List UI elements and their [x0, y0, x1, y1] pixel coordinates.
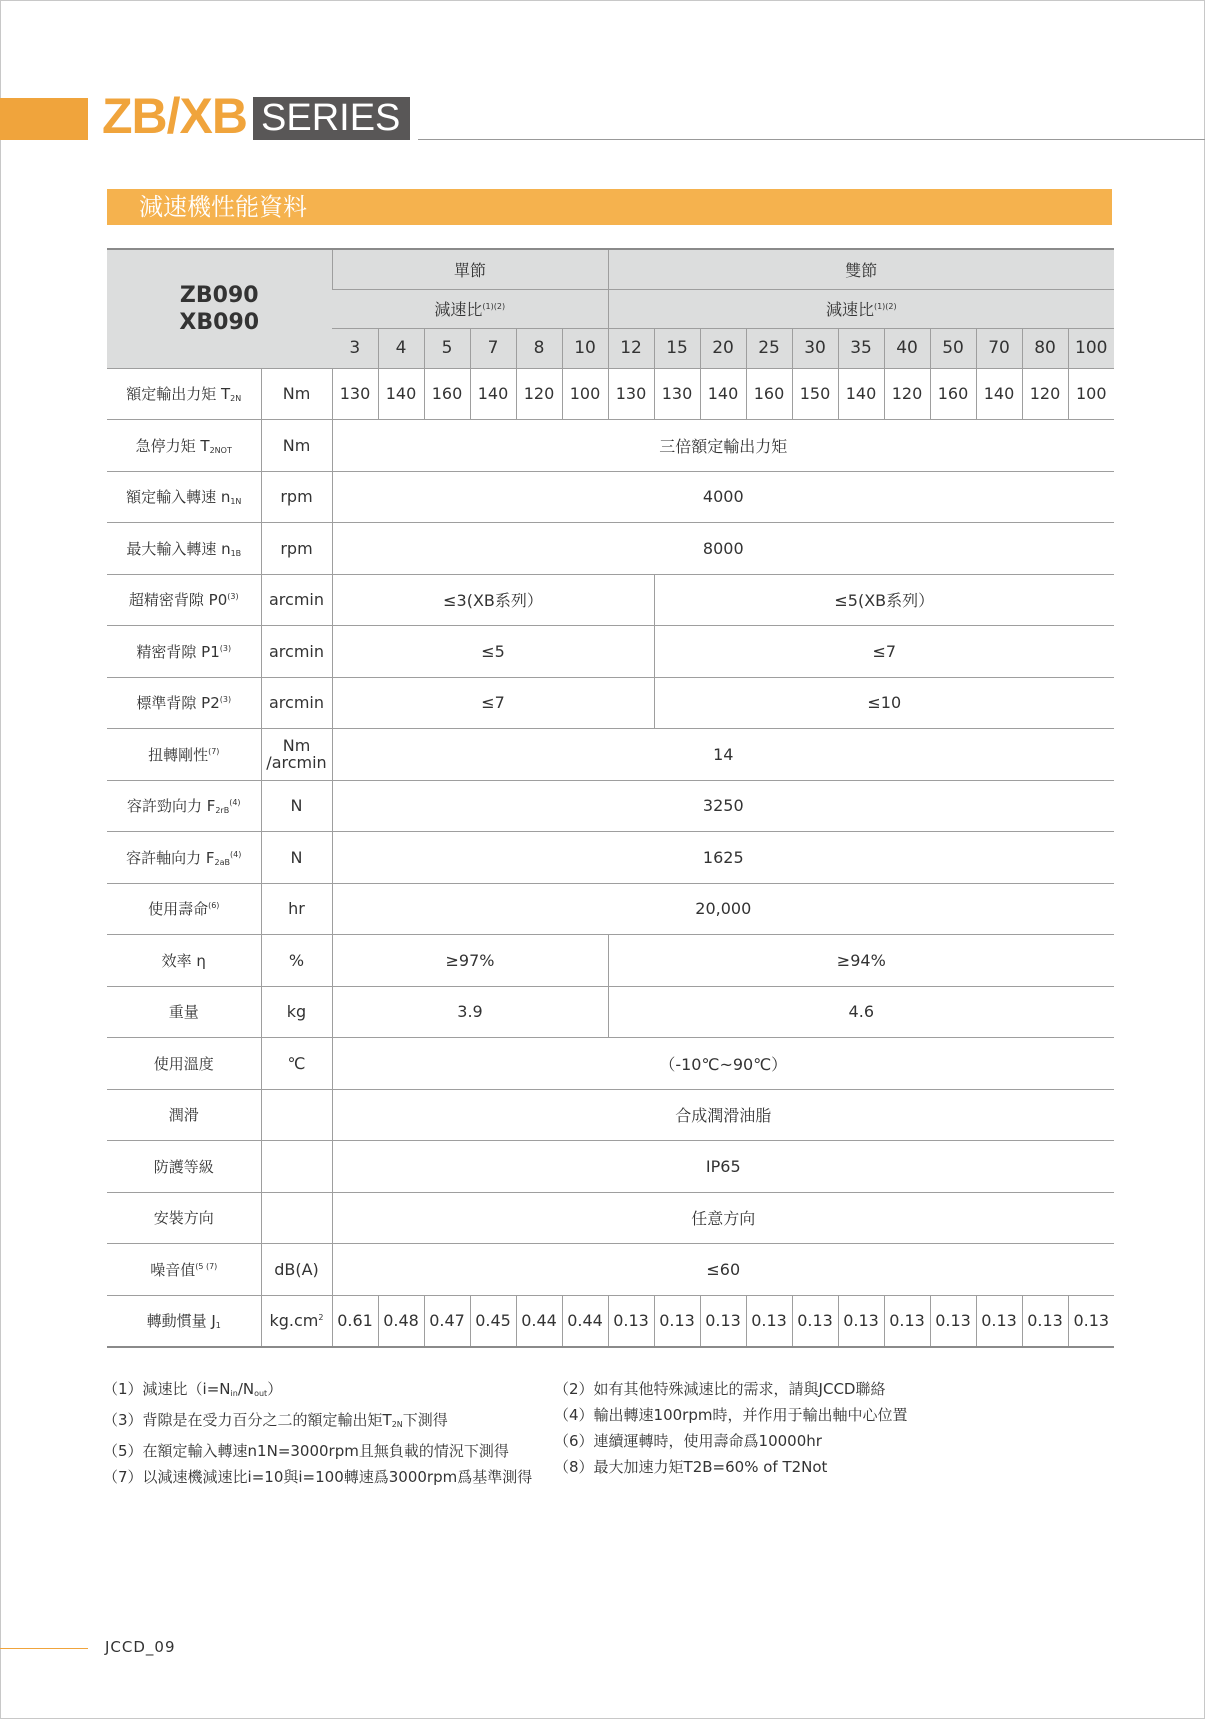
row-label: [107, 729, 261, 781]
model-line1: ZB090: [179, 282, 259, 308]
value-cell: 0.13: [838, 1295, 884, 1347]
table-row-efficiency: [107, 935, 1114, 987]
value-cell-double: 4.6: [608, 986, 1114, 1038]
value-cell-double: ≥94%: [608, 935, 1114, 987]
unit-text: kg.cm: [269, 1311, 319, 1330]
model-name: [107, 249, 332, 368]
row-label: [107, 883, 261, 935]
ratio-cell: 12: [608, 328, 654, 368]
value-cell: 160: [930, 368, 976, 420]
row-unit: arcmin: [261, 626, 332, 678]
table-row-backlash-p0: [107, 574, 1114, 626]
row-unit: [261, 1192, 332, 1244]
row-label-note: (4): [229, 798, 241, 808]
value-cell: 20,000: [332, 883, 1114, 935]
double-stage-header: 雙節: [608, 249, 1114, 289]
row-label: 重量: [107, 986, 261, 1038]
ratio-cell: 30: [792, 328, 838, 368]
row-unit: [261, 1295, 332, 1347]
table-row-backlash-p2: [107, 677, 1114, 729]
ratio-cell: 20: [700, 328, 746, 368]
footer-accent-line: [0, 1648, 88, 1649]
row-label-sub: 1B: [230, 548, 242, 558]
value-cell: 130: [332, 368, 378, 420]
table-row-max-input-speed: [107, 523, 1114, 575]
value-cell: 3250: [332, 780, 1114, 832]
value-cell: （-10℃~90℃）: [332, 1038, 1114, 1090]
value-cell: 0.48: [378, 1295, 424, 1347]
row-label-sub: 1N: [230, 497, 242, 507]
row-label-sub: 2rB: [215, 806, 230, 816]
row-label: 使用溫度: [107, 1038, 261, 1090]
value-cell: 120: [1022, 368, 1068, 420]
row-unit: arcmin: [261, 677, 332, 729]
row-label-text: 容許軸向力 F: [126, 848, 215, 867]
value-cell: 160: [746, 368, 792, 420]
value-cell: 0.13: [654, 1295, 700, 1347]
row-unit: N: [261, 780, 332, 832]
table-row-inertia: [107, 1295, 1114, 1347]
value-cell: 合成潤滑油脂: [332, 1089, 1114, 1141]
row-label: [107, 780, 261, 832]
value-cell: 130: [654, 368, 700, 420]
row-label-sub: 2aB: [214, 857, 231, 867]
row-label: 防護等級: [107, 1141, 261, 1193]
series-label: SERIES: [253, 97, 410, 140]
row-label: [107, 368, 261, 420]
value-cell: 4000: [332, 471, 1114, 523]
value-cell: 140: [378, 368, 424, 420]
row-label-text: 精密背隙 P1: [136, 642, 220, 661]
value-cell-single: ≥97%: [332, 935, 608, 987]
double-ratio-label: 減速比: [825, 300, 874, 319]
row-label-note: (3): [219, 695, 232, 705]
note-1-mid: /N: [237, 1380, 255, 1398]
row-unit: [261, 1141, 332, 1193]
row-unit: ℃: [261, 1038, 332, 1090]
ratio-cell: 3: [332, 328, 378, 368]
row-label: [107, 1295, 261, 1347]
notes-left: [103, 1376, 553, 1490]
value-cell: 三倍額定輸出力矩: [332, 420, 1114, 472]
row-label: [107, 626, 261, 678]
row-label-sub: 2N: [230, 394, 242, 404]
table-row-protection: [107, 1141, 1114, 1193]
table-row-emergency-torque: [107, 420, 1114, 472]
row-label-sub: 2NOT: [209, 445, 232, 455]
header-accent-bar: [0, 98, 88, 140]
row-unit: rpm: [261, 523, 332, 575]
ratio-cell: 15: [654, 328, 700, 368]
row-unit: %: [261, 935, 332, 987]
row-unit: kg: [261, 986, 332, 1038]
row-label: [107, 420, 261, 472]
section-title: 減速機性能資料: [107, 189, 1112, 225]
value-cell: 140: [976, 368, 1022, 420]
row-label: [107, 471, 261, 523]
row-label: [107, 574, 261, 626]
single-stage-header: 單節: [332, 249, 608, 289]
row-label-text: 容許勁向力 F: [126, 797, 216, 816]
note-2: （2）如有其他特殊減速比的需求，請與JCCD聯絡: [554, 1380, 886, 1398]
row-label: [107, 523, 261, 575]
single-ratio-label: 減速比: [434, 300, 483, 319]
value-cell: 0.13: [976, 1295, 1022, 1347]
row-label-text: 急停力矩 T: [135, 436, 210, 455]
model-line2: XB090: [179, 309, 260, 335]
row-label-text: 噪音值: [150, 1260, 196, 1279]
double-ratio-header: [608, 289, 1114, 328]
brand-title: ZB/XB: [102, 88, 247, 144]
series-logo: [102, 88, 410, 144]
value-cell: 0.45: [470, 1295, 516, 1347]
row-label: 潤滑: [107, 1089, 261, 1141]
note-3-suffix: 下測得: [402, 1411, 448, 1429]
row-label-text: 標準背隙 P2: [136, 694, 220, 713]
row-unit: Nm: [261, 420, 332, 472]
performance-table: [107, 248, 1114, 1348]
value-cell: 8000: [332, 523, 1114, 575]
value-cell: 140: [470, 368, 516, 420]
row-label-text: 額定輸入轉速 n: [126, 488, 231, 507]
value-cell: 0.13: [792, 1295, 838, 1347]
value-cell: 0.13: [746, 1295, 792, 1347]
row-label-note: (3): [227, 592, 239, 602]
row-label-note: (6): [208, 901, 220, 911]
table-row-rated-torque: [107, 368, 1114, 420]
row-unit: hr: [261, 883, 332, 935]
row-label-text: 扭轉剛性: [148, 745, 209, 764]
value-cell-double: ≤10: [654, 677, 1114, 729]
value-cell: 0.44: [516, 1295, 562, 1347]
page-number: JCCD_09: [105, 1638, 176, 1656]
value-cell: 120: [884, 368, 930, 420]
value-cell: IP65: [332, 1141, 1114, 1193]
table-row-axial-force: [107, 832, 1114, 884]
row-unit: rpm: [261, 471, 332, 523]
row-label: [107, 832, 261, 884]
table-row-radial-force: [107, 780, 1114, 832]
note-3-prefix: （3）背隙是在受力百分之二的額定輸出矩T: [103, 1411, 392, 1429]
row-label-text: 超精密背隙 P0: [128, 591, 228, 610]
row-label: [107, 1244, 261, 1296]
value-cell: 140: [700, 368, 746, 420]
unit-line1: Nm: [282, 736, 311, 756]
row-label-note: (4): [230, 849, 242, 859]
single-ratio-note: (1)(2): [482, 302, 506, 311]
value-cell-single: ≤7: [332, 677, 654, 729]
row-label-text: 最大輸入轉速 n: [126, 539, 231, 558]
note-3: [103, 1407, 553, 1438]
value-cell: 150: [792, 368, 838, 420]
ratio-cell: 80: [1022, 328, 1068, 368]
row-label-text: 額定輸出力矩 T: [126, 385, 231, 404]
row-unit: N: [261, 832, 332, 884]
value-cell-single: 3.9: [332, 986, 608, 1038]
row-label: 安裝方向: [107, 1192, 261, 1244]
row-label-text: 轉動慣量 J: [146, 1312, 216, 1330]
value-cell: 160: [424, 368, 470, 420]
table-row-torsional-rigidity: [107, 729, 1114, 781]
table-row-weight: [107, 986, 1114, 1038]
row-label-note: (7): [208, 746, 220, 756]
value-cell: 100: [1068, 368, 1114, 420]
single-ratio-header: [332, 289, 608, 328]
ratio-cell: 10: [562, 328, 608, 368]
note-6: （6）連續運轉時，使用壽命爲10000hr: [554, 1432, 822, 1450]
ratio-cell: 35: [838, 328, 884, 368]
value-cell: 1625: [332, 832, 1114, 884]
value-cell: ≤60: [332, 1244, 1114, 1296]
value-cell: 130: [608, 368, 654, 420]
value-cell: 任意方向: [332, 1192, 1114, 1244]
value-cell: 0.13: [884, 1295, 930, 1347]
unit-line2: /arcmin: [266, 753, 327, 773]
note-1: [103, 1376, 553, 1407]
ratio-cell: 7: [470, 328, 516, 368]
value-cell: 120: [516, 368, 562, 420]
table-row-lubrication: [107, 1089, 1114, 1141]
value-cell: 0.61: [332, 1295, 378, 1347]
value-cell-double: ≤5(XB系列）: [654, 574, 1114, 626]
value-cell: 14: [332, 729, 1114, 781]
value-cell: 140: [838, 368, 884, 420]
table-row-rated-input-speed: [107, 471, 1114, 523]
unit-sup: 2: [318, 1313, 324, 1322]
note-3-sub: 2N: [391, 1420, 403, 1429]
row-unit: arcmin: [261, 574, 332, 626]
row-unit: Nm: [261, 368, 332, 420]
row-label-note: (3): [219, 643, 232, 653]
value-cell: 0.13: [1022, 1295, 1068, 1347]
note-1-sub-in: in: [230, 1389, 238, 1398]
note-7: （7）以減速機減速比i=10與i=100轉速爲3000rpm爲基準測得: [103, 1468, 533, 1486]
row-label-text: 使用壽命: [148, 900, 209, 919]
value-cell: 0.13: [700, 1295, 746, 1347]
ratio-cell: 25: [746, 328, 792, 368]
ratio-cell: 100: [1068, 328, 1114, 368]
note-8: （8）最大加速力矩T2B=60% of T2Not: [554, 1458, 828, 1476]
note-5: （5）在額定輸入轉速n1N=3000rpm且無負載的情況下測得: [103, 1442, 509, 1460]
ratio-cell: 4: [378, 328, 424, 368]
value-cell: 0.44: [562, 1295, 608, 1347]
table-row-noise: [107, 1244, 1114, 1296]
row-unit: dB(A): [261, 1244, 332, 1296]
value-cell: 100: [562, 368, 608, 420]
value-cell-single: ≤5: [332, 626, 654, 678]
table-row-mounting: [107, 1192, 1114, 1244]
notes-right: [554, 1376, 1114, 1480]
table-row-service-life: [107, 883, 1114, 935]
row-label: [107, 677, 261, 729]
table-row-backlash-p1: [107, 626, 1114, 678]
value-cell: 0.13: [930, 1295, 976, 1347]
value-cell: 0.47: [424, 1295, 470, 1347]
value-cell: 0.13: [1068, 1295, 1114, 1347]
row-unit: [261, 729, 332, 781]
note-4: （4）輸出轉速100rpm時，并作用于輸出軸中心位置: [554, 1406, 908, 1424]
note-1-suffix: ）: [267, 1380, 283, 1398]
ratio-cell: 50: [930, 328, 976, 368]
row-label-sub: 1: [215, 1321, 221, 1330]
ratio-cell: 5: [424, 328, 470, 368]
double-ratio-note: (1)(2): [873, 302, 897, 311]
ratio-cell: 70: [976, 328, 1022, 368]
value-cell-single: ≤3(XB系列）: [332, 574, 654, 626]
table-row-operating-temp: [107, 1038, 1114, 1090]
row-label-note: (5 (7): [195, 1261, 218, 1271]
row-unit: [261, 1089, 332, 1141]
note-1-prefix: （1）減速比（i=N: [103, 1380, 231, 1398]
note-1-sub-out: out: [254, 1389, 268, 1398]
header-divider: [418, 139, 1205, 140]
value-cell: 0.13: [608, 1295, 654, 1347]
ratio-cell: 8: [516, 328, 562, 368]
value-cell-double: ≤7: [654, 626, 1114, 678]
row-label: 效率 η: [107, 935, 261, 987]
ratio-cell: 40: [884, 328, 930, 368]
